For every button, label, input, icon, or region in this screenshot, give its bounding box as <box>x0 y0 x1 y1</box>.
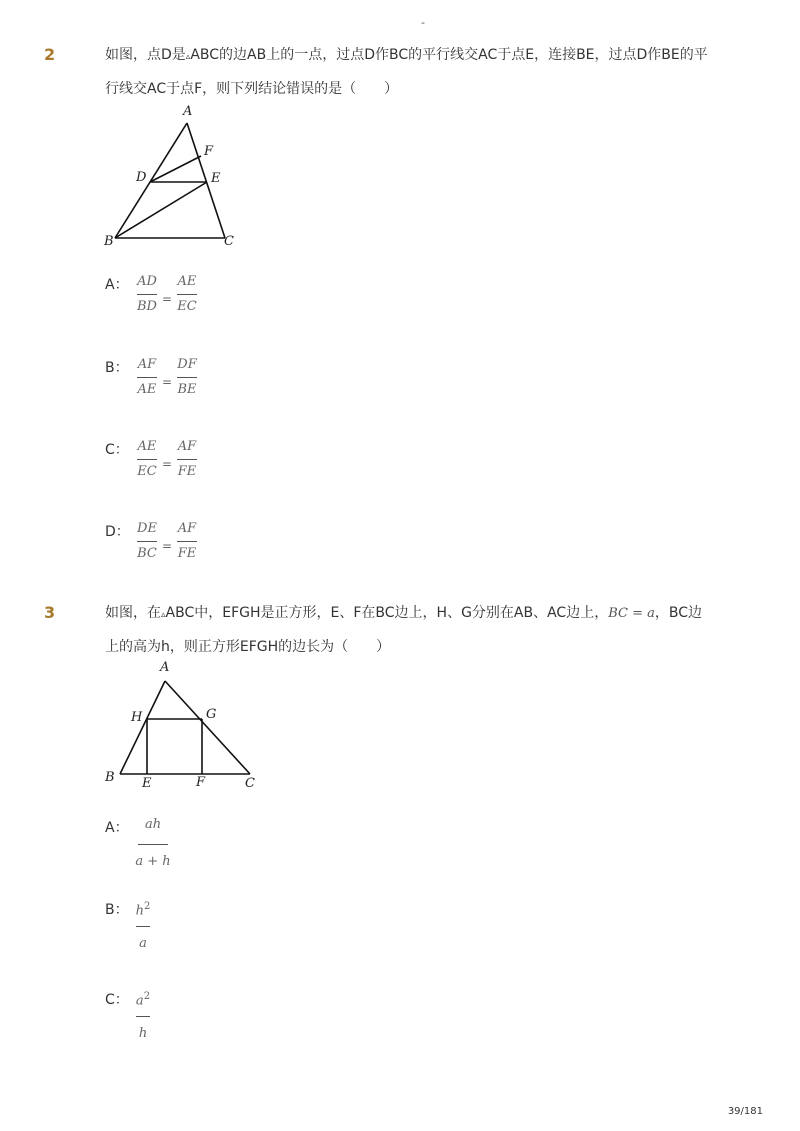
vertex-label-a: A <box>183 104 193 119</box>
triangle-symbol: ▵ <box>185 52 191 62</box>
triangle-figure-q2 <box>100 98 250 254</box>
fraction: $h^2$ a <box>135 901 151 951</box>
fraction: AF FE <box>177 521 197 561</box>
vertex-label-b: B <box>104 234 114 249</box>
page-number: 39/181 <box>727 1106 763 1117</box>
equals-sign: = <box>162 457 173 471</box>
vertex-label-h: H <box>131 710 143 725</box>
question-number: 3 <box>44 603 56 622</box>
equals-sign: = <box>162 375 173 389</box>
fraction: AF AE <box>137 357 157 397</box>
option-label: D： <box>105 524 130 540</box>
triangle-symbol: ▵ <box>161 610 166 620</box>
equals-sign: = <box>162 539 173 553</box>
vertex-label-c: C <box>224 234 234 249</box>
fraction: $a^2$ h <box>135 991 151 1041</box>
question-text-part: 如图，在 <box>105 605 161 621</box>
fraction: AE EC <box>137 439 157 479</box>
option-label: B： <box>105 902 129 918</box>
option-label: C： <box>105 442 129 458</box>
option-label: A： <box>105 277 129 293</box>
vertex-label-g: G <box>206 707 217 722</box>
vertex-label-e: E <box>142 776 152 791</box>
question-text-part: 如图，点D是 <box>105 47 186 63</box>
question-text-part: ABC中，EFGH是正方形，E、F在BC边上，H、G分别在AB、AC边上， <box>165 605 609 621</box>
fraction: DE BC <box>137 521 157 561</box>
option-label: C： <box>105 992 129 1008</box>
header-dash: - <box>421 16 425 29</box>
fraction: DF BE <box>177 357 197 397</box>
question-text-part: 上的高为h，则正方形EFGH的边长为（ ） <box>105 639 391 655</box>
question-text <box>105 597 720 663</box>
math-expression: BC = a <box>608 606 655 621</box>
vertex-label-c: C <box>245 776 255 791</box>
fraction: AE EC <box>177 274 197 314</box>
question-text <box>105 39 720 105</box>
triangle-figure-q3 <box>100 656 265 800</box>
question-number: 2 <box>44 45 56 64</box>
fraction: AF FE <box>177 439 197 479</box>
option-label: A： <box>105 820 129 836</box>
fraction: AD BD <box>137 274 157 314</box>
question-text-part: ，BC边 <box>654 605 703 621</box>
vertex-label-d: D <box>136 170 147 185</box>
option-label: B： <box>105 360 129 376</box>
question-text-part: ABC的边AB上的一点，过点D作BC的平行线交AC于点E，连接BE，过点D作BE的平 <box>190 47 708 63</box>
equals-sign: = <box>162 292 173 306</box>
fraction: ah a + h <box>135 817 171 869</box>
vertex-label-b: B <box>105 770 115 785</box>
vertex-label-e: E <box>211 171 221 186</box>
vertex-label-a: A <box>160 660 170 675</box>
question-text-part: 行线交AC于点F，则下列结论错误的是（ ） <box>105 81 399 97</box>
vertex-label-f: F <box>196 775 206 790</box>
vertex-label-f: F <box>204 144 214 159</box>
